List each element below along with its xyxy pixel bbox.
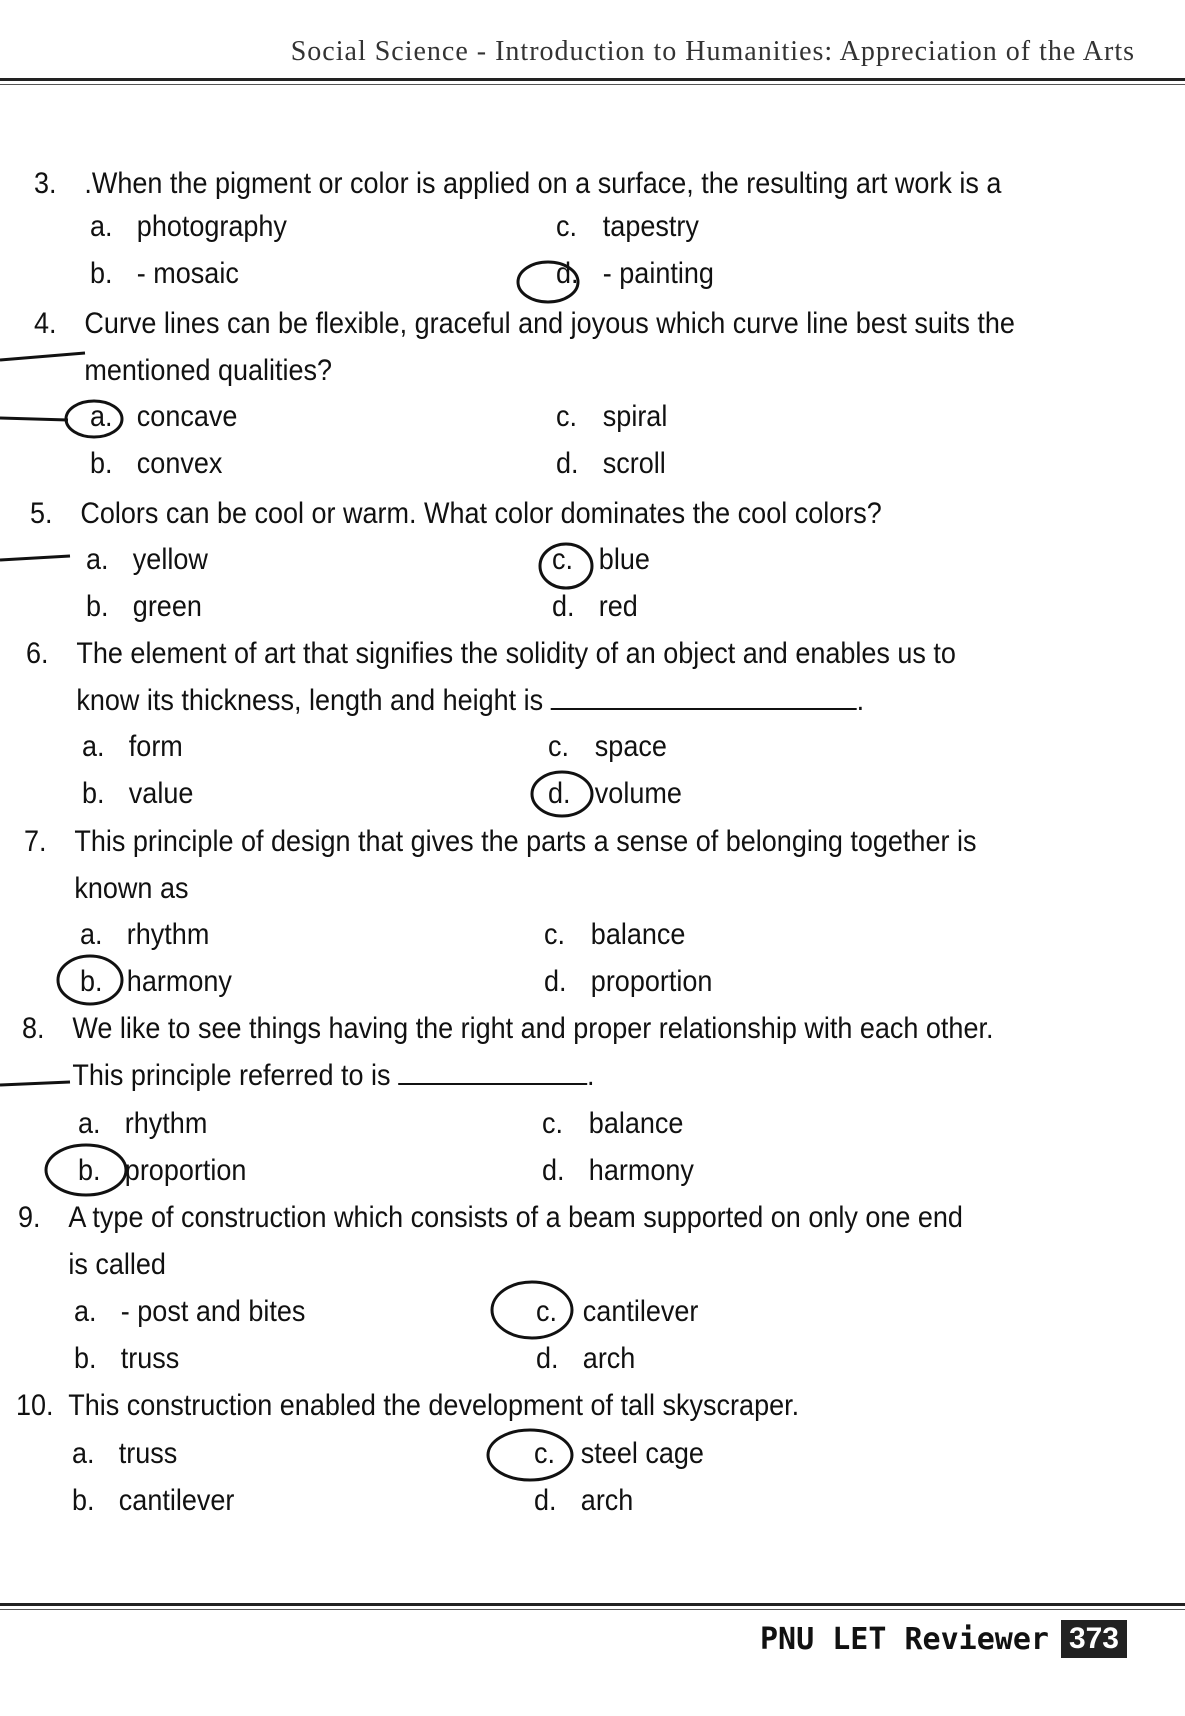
option-letter: b. — [82, 777, 105, 810]
option-letter: d. — [556, 447, 579, 480]
hand-stroke — [0, 353, 85, 360]
option-text: - post and bites — [120, 1295, 306, 1328]
option-letter: a. — [82, 730, 105, 763]
option-letter: d. — [552, 590, 575, 623]
option-text: truss — [118, 1437, 178, 1470]
option-text: convex — [136, 447, 223, 480]
option-letter: b. — [90, 447, 113, 480]
option-text: spiral — [602, 400, 668, 433]
option-letter: c. — [534, 1437, 556, 1470]
option-letter: c. — [552, 543, 574, 576]
option-letter: d. — [542, 1154, 565, 1187]
page-header: Social Science - Introduction to Humanities: Appreciation of the Arts — [290, 36, 1135, 67]
answer-circle-3d — [518, 262, 578, 302]
option-letter: a. — [90, 400, 113, 433]
option-text: arch — [580, 1484, 634, 1517]
option-text: blue — [598, 543, 650, 576]
option-letter: a. — [72, 1437, 95, 1470]
option-letter: c. — [544, 918, 566, 951]
answer-circle-10c — [488, 1430, 572, 1480]
option-text: space — [594, 730, 667, 763]
hand-stroke — [0, 556, 70, 560]
hand-stroke — [0, 1082, 70, 1085]
option-letter: b. — [86, 590, 109, 623]
option-letter: a. — [74, 1295, 97, 1328]
question-text: mentioned qualities? — [84, 354, 333, 387]
question-text: Curve lines can be flexible, graceful and joyous which curve line best suits the — [84, 307, 1015, 340]
question-text: This principle of design that gives the parts a sense of belonging together is — [74, 825, 977, 858]
option-text: cantilever — [118, 1484, 235, 1517]
option-letter: b. — [74, 1342, 97, 1375]
option-letter: c. — [542, 1107, 564, 1140]
option-letter: d. — [556, 257, 579, 290]
question-number: 10. — [16, 1389, 54, 1422]
option-text: truss — [120, 1342, 180, 1375]
question-text: The element of art that signifies the solidity of an object and enables us to — [76, 637, 956, 670]
option-text: red — [598, 590, 638, 623]
question-text: We like to see things having the right and proper relationship with each other. — [72, 1012, 994, 1045]
option-text: - mosaic — [136, 257, 239, 290]
footer-rule-thin — [0, 1609, 1185, 1610]
question-number: 6. — [26, 637, 49, 670]
option-text: scroll — [602, 447, 666, 480]
question-text: is called — [68, 1248, 166, 1281]
answer-circle-5c — [540, 544, 592, 588]
option-text: value — [128, 777, 194, 810]
option-text: balance — [590, 918, 686, 951]
option-letter: d. — [544, 965, 567, 998]
option-text: photography — [136, 210, 287, 243]
option-letter: a. — [86, 543, 109, 576]
option-text: - painting — [602, 257, 714, 290]
option-letter: d. — [548, 777, 571, 810]
option-letter: a. — [78, 1107, 101, 1140]
option-text: harmony — [588, 1154, 694, 1187]
page-footer — [760, 1620, 1127, 1658]
option-letter: c. — [556, 400, 578, 433]
answer-circle-4a — [66, 401, 122, 437]
option-letter: a. — [90, 210, 113, 243]
option-text: tapestry — [602, 210, 699, 243]
option-letter: b. — [78, 1154, 101, 1187]
option-text: yellow — [132, 543, 208, 576]
option-text: harmony — [126, 965, 232, 998]
footer-rule — [0, 1603, 1185, 1606]
question-number: 7. — [24, 825, 47, 858]
option-text: rhythm — [126, 918, 210, 951]
answer-circle-6d — [532, 772, 592, 816]
question-text: known as — [74, 872, 189, 905]
answer-circle-8b — [46, 1145, 126, 1195]
option-letter: a. — [80, 918, 103, 951]
page-number: 373 — [1061, 1620, 1127, 1658]
question-number: 3. — [34, 167, 57, 200]
option-text: arch — [582, 1342, 636, 1375]
question-text: know its thickness, length and height is — [76, 684, 544, 717]
option-text: cantilever — [582, 1295, 699, 1328]
question-number: 9. — [18, 1201, 41, 1234]
question-text: Colors can be cool or warm. What color dominates the cool colors? — [80, 497, 882, 530]
answer-circle-7b — [58, 956, 122, 1004]
answer-circle-9c — [492, 1282, 572, 1338]
option-text: proportion — [590, 965, 713, 998]
question-text: A type of construction which consists of a beam supported on only one end — [68, 1201, 963, 1234]
option-text: green — [132, 590, 202, 623]
question-text: This principle referred to is — [72, 1059, 391, 1092]
option-letter: c. — [536, 1295, 558, 1328]
option-text: concave — [136, 400, 238, 433]
option-text: proportion — [124, 1154, 247, 1187]
option-text: form — [128, 730, 183, 763]
option-letter: b. — [80, 965, 103, 998]
question-number: 8. — [22, 1012, 45, 1045]
option-letter: d. — [534, 1484, 557, 1517]
option-text: balance — [588, 1107, 684, 1140]
hand-stroke — [0, 418, 68, 420]
option-letter: c. — [556, 210, 578, 243]
option-letter: b. — [72, 1484, 95, 1517]
footer-label: PNU LET Reviewer — [759, 1621, 1049, 1657]
option-text: rhythm — [124, 1107, 208, 1140]
question-text: This construction enabled the development of tall skyscraper. — [68, 1389, 800, 1422]
question-number: 5. — [30, 497, 53, 530]
question-text: .When the pigment or color is applied on a surface, the resulting art work is a — [84, 167, 1002, 200]
option-text: volume — [594, 777, 682, 810]
option-letter: b. — [90, 257, 113, 290]
option-letter: d. — [536, 1342, 559, 1375]
question-number: 4. — [34, 307, 57, 340]
option-letter: c. — [548, 730, 570, 763]
option-text: steel cage — [580, 1437, 704, 1470]
